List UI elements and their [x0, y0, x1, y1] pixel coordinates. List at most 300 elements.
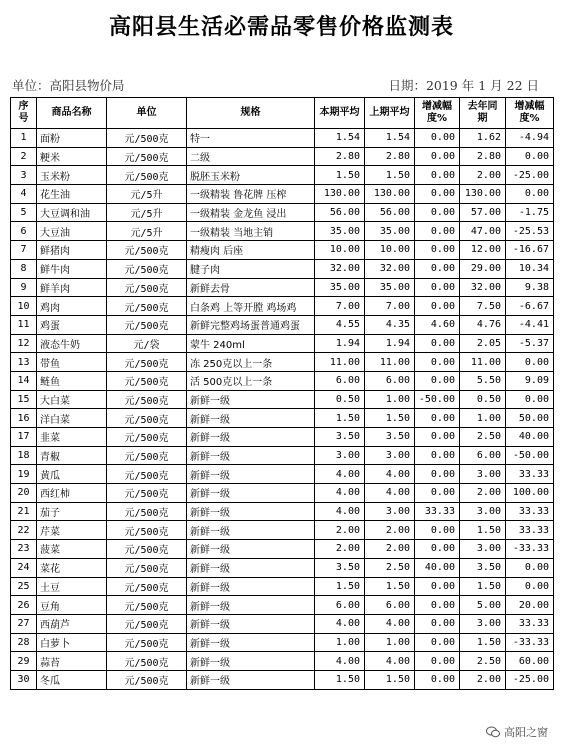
cell-yoy-change-pct: 33.33 — [506, 521, 554, 540]
cell-item-name: 西葫芦 — [37, 614, 107, 633]
cell-unit: 元/500克 — [107, 428, 187, 447]
cell-change-pct: 0.00 — [415, 371, 460, 390]
cell-yoy-change-pct: 40.00 — [506, 428, 554, 447]
cell-unit: 元/500克 — [107, 353, 187, 372]
cell-spec: 新鲜一级 — [187, 502, 315, 521]
cell-item-name: 黄瓜 — [37, 465, 107, 484]
cell-current-avg: 10.00 — [315, 241, 365, 260]
table-row — [11, 446, 554, 465]
cell-item-name: 大豆调和油 — [37, 203, 107, 222]
cell-change-pct: 0.00 — [415, 465, 460, 484]
table-row — [11, 203, 554, 222]
cell-item-name: 大豆油 — [37, 222, 107, 241]
table-row — [11, 521, 554, 540]
cell-yoy-change-pct: -1.75 — [506, 203, 554, 222]
cell-last-year: 1.00 — [460, 409, 506, 428]
cell-current-avg: 3.50 — [315, 558, 365, 577]
cell-spec: 新鲜一级 — [187, 521, 315, 540]
cell-last-year: 12.00 — [460, 241, 506, 260]
cell-previous-avg: 1.50 — [365, 670, 415, 689]
cell-change-pct: 33.33 — [415, 502, 460, 521]
price-table — [10, 97, 554, 690]
cell-current-avg: 1.00 — [315, 633, 365, 652]
chat-bubble-icon — [486, 726, 500, 738]
cell-current-avg: 4.00 — [315, 484, 365, 503]
cell-previous-avg: 1.50 — [365, 409, 415, 428]
cell-previous-avg: 2.00 — [365, 540, 415, 559]
cell-item-name: 冬瓜 — [37, 670, 107, 689]
cell-change-pct: 0.00 — [415, 614, 460, 633]
table-row — [11, 241, 554, 260]
cell-yoy-change-pct: -25.53 — [506, 222, 554, 241]
cell-current-avg: 1.50 — [315, 166, 365, 185]
cell-last-year: 57.00 — [460, 203, 506, 222]
cell-spec: 一级精装 金龙鱼 浸出 — [187, 203, 315, 222]
cell-item-name: 液态牛奶 — [37, 334, 107, 353]
cell-index: 3 — [11, 166, 37, 185]
cell-unit: 元/500克 — [107, 577, 187, 596]
cell-yoy-change-pct: 9.38 — [506, 278, 554, 297]
cell-index: 30 — [11, 670, 37, 689]
cell-previous-avg: 1.50 — [365, 577, 415, 596]
cell-previous-avg: 1.50 — [365, 166, 415, 185]
cell-unit: 元/500克 — [107, 521, 187, 540]
cell-yoy-change-pct: -33.33 — [506, 540, 554, 559]
cell-spec: 二级 — [187, 147, 315, 166]
cell-index: 15 — [11, 390, 37, 409]
cell-unit: 元/500克 — [107, 484, 187, 503]
table-row — [11, 185, 554, 204]
cell-current-avg: 1.54 — [315, 129, 365, 148]
cell-current-avg: 1.94 — [315, 334, 365, 353]
cell-previous-avg: 6.00 — [365, 371, 415, 390]
cell-item-name: 粳米 — [37, 147, 107, 166]
cell-index: 24 — [11, 558, 37, 577]
cell-yoy-change-pct: 60.00 — [506, 652, 554, 671]
cell-change-pct: 0.00 — [415, 633, 460, 652]
cell-current-avg: 6.00 — [315, 371, 365, 390]
cell-spec: 新鲜一级 — [187, 633, 315, 652]
cell-previous-avg: 35.00 — [365, 222, 415, 241]
cell-item-name: 芹菜 — [37, 521, 107, 540]
table-row — [11, 614, 554, 633]
cell-current-avg: 3.50 — [315, 428, 365, 447]
cell-yoy-change-pct: 10.34 — [506, 259, 554, 278]
cell-unit: 元/500克 — [107, 540, 187, 559]
date-label: 日期：2019 年 1 月 22 日 — [388, 78, 539, 93]
cell-spec: 新鲜一级 — [187, 652, 315, 671]
cell-spec: 新鲜一级 — [187, 484, 315, 503]
cell-item-name: 鲜羊肉 — [37, 278, 107, 297]
cell-last-year: 1.62 — [460, 129, 506, 148]
table-row — [11, 390, 554, 409]
header-yoy-change-pct: 增减幅度% — [506, 98, 554, 129]
table-row — [11, 409, 554, 428]
cell-spec: 活 500克以上一条 — [187, 371, 315, 390]
cell-change-pct: 0.00 — [415, 241, 460, 260]
cell-unit: 元/500克 — [107, 502, 187, 521]
cell-unit: 元/500克 — [107, 278, 187, 297]
cell-index: 7 — [11, 241, 37, 260]
cell-change-pct: 0.00 — [415, 353, 460, 372]
cell-previous-avg: 4.00 — [365, 652, 415, 671]
cell-unit: 元/500克 — [107, 259, 187, 278]
cell-spec: 新鲜一级 — [187, 596, 315, 615]
cell-unit: 元/5升 — [107, 222, 187, 241]
cell-spec: 新鲜一级 — [187, 558, 315, 577]
cell-last-year: 7.50 — [460, 297, 506, 316]
cell-last-year: 0.50 — [460, 390, 506, 409]
cell-index: 27 — [11, 614, 37, 633]
cell-last-year: 4.76 — [460, 315, 506, 334]
cell-last-year: 1.50 — [460, 521, 506, 540]
cell-item-name: 带鱼 — [37, 353, 107, 372]
table-row — [11, 633, 554, 652]
cell-change-pct: 0.00 — [415, 185, 460, 204]
header-item-name: 商品名称 — [37, 98, 107, 129]
cell-yoy-change-pct: 50.00 — [506, 409, 554, 428]
cell-item-name: 鲢鱼 — [37, 371, 107, 390]
cell-item-name: 韭菜 — [37, 428, 107, 447]
cell-unit: 元/500克 — [107, 129, 187, 148]
cell-last-year: 2.80 — [460, 147, 506, 166]
cell-previous-avg: 11.00 — [365, 353, 415, 372]
cell-item-name: 鸡蛋 — [37, 315, 107, 334]
table-row — [11, 577, 554, 596]
cell-previous-avg: 1.00 — [365, 390, 415, 409]
cell-unit: 元/500克 — [107, 446, 187, 465]
header-spec: 规格 — [187, 98, 315, 129]
cell-previous-avg: 2.00 — [365, 521, 415, 540]
cell-last-year: 3.00 — [460, 465, 506, 484]
cell-previous-avg: 10.00 — [365, 241, 415, 260]
table-row — [11, 129, 554, 148]
cell-change-pct: 0.00 — [415, 147, 460, 166]
unit-label: 单位：高阳县物价局 — [12, 78, 125, 93]
cell-index: 18 — [11, 446, 37, 465]
cell-item-name: 菠菜 — [37, 540, 107, 559]
table-row — [11, 353, 554, 372]
cell-spec: 新鲜一级 — [187, 465, 315, 484]
cell-yoy-change-pct: 0.00 — [506, 390, 554, 409]
cell-change-pct: 0.00 — [415, 166, 460, 185]
cell-current-avg: 4.00 — [315, 465, 365, 484]
cell-yoy-change-pct: 33.33 — [506, 502, 554, 521]
cell-item-name: 菜花 — [37, 558, 107, 577]
cell-current-avg: 35.00 — [315, 278, 365, 297]
cell-index: 1 — [11, 129, 37, 148]
cell-change-pct: 0.00 — [415, 446, 460, 465]
cell-last-year: 2.50 — [460, 652, 506, 671]
cell-spec: 一级精装 当地主销 — [187, 222, 315, 241]
cell-yoy-change-pct: -50.00 — [506, 446, 554, 465]
cell-spec: 新鲜一级 — [187, 577, 315, 596]
cell-last-year: 2.00 — [460, 670, 506, 689]
cell-item-name: 面粉 — [37, 129, 107, 148]
cell-index: 9 — [11, 278, 37, 297]
table-row — [11, 297, 554, 316]
cell-index: 16 — [11, 409, 37, 428]
table-row — [11, 147, 554, 166]
cell-index: 25 — [11, 577, 37, 596]
table-row — [11, 465, 554, 484]
table-row — [11, 334, 554, 353]
cell-previous-avg: 56.00 — [365, 203, 415, 222]
cell-yoy-change-pct: 0.00 — [506, 353, 554, 372]
table-row — [11, 652, 554, 671]
cell-spec: 白条鸡 上等开膛 鸡场鸡 — [187, 297, 315, 316]
cell-yoy-change-pct: 0.00 — [506, 185, 554, 204]
cell-index: 10 — [11, 297, 37, 316]
header-previous-avg: 上期平均 — [365, 98, 415, 129]
cell-index: 12 — [11, 334, 37, 353]
cell-previous-avg: 32.00 — [365, 259, 415, 278]
cell-last-year: 130.00 — [460, 185, 506, 204]
cell-index: 2 — [11, 147, 37, 166]
cell-spec: 精瘦肉 后座 — [187, 241, 315, 260]
cell-current-avg: 2.00 — [315, 540, 365, 559]
cell-yoy-change-pct: -4.41 — [506, 315, 554, 334]
cell-current-avg: 4.55 — [315, 315, 365, 334]
cell-current-avg: 32.00 — [315, 259, 365, 278]
cell-item-name: 鲜猪肉 — [37, 241, 107, 260]
cell-change-pct: 0.00 — [415, 203, 460, 222]
cell-index: 19 — [11, 465, 37, 484]
cell-unit: 元/500克 — [107, 241, 187, 260]
cell-current-avg: 56.00 — [315, 203, 365, 222]
cell-previous-avg: 4.00 — [365, 614, 415, 633]
cell-change-pct: 0.00 — [415, 596, 460, 615]
cell-change-pct: 0.00 — [415, 409, 460, 428]
cell-yoy-change-pct: 0.00 — [506, 577, 554, 596]
cell-previous-avg: 1.54 — [365, 129, 415, 148]
cell-previous-avg: 3.50 — [365, 428, 415, 447]
cell-yoy-change-pct: -25.00 — [506, 670, 554, 689]
cell-index: 26 — [11, 596, 37, 615]
cell-item-name: 青椒 — [37, 446, 107, 465]
cell-last-year: 5.00 — [460, 596, 506, 615]
cell-current-avg: 2.80 — [315, 147, 365, 166]
cell-index: 14 — [11, 371, 37, 390]
cell-current-avg: 1.50 — [315, 409, 365, 428]
cell-last-year: 2.50 — [460, 428, 506, 447]
cell-spec: 新鲜完整鸡场蛋普通鸡蛋 — [187, 315, 315, 334]
cell-current-avg: 4.00 — [315, 614, 365, 633]
cell-last-year: 2.00 — [460, 484, 506, 503]
cell-index: 6 — [11, 222, 37, 241]
cell-unit: 元/500克 — [107, 670, 187, 689]
cell-current-avg: 35.00 — [315, 222, 365, 241]
cell-spec: 新鲜一级 — [187, 614, 315, 633]
cell-spec: 新鲜一级 — [187, 390, 315, 409]
table-row — [11, 222, 554, 241]
cell-item-name: 西红柿 — [37, 484, 107, 503]
cell-index: 28 — [11, 633, 37, 652]
cell-change-pct: 0.00 — [415, 297, 460, 316]
cell-spec: 蒙牛 240ml — [187, 334, 315, 353]
cell-unit: 元/500克 — [107, 633, 187, 652]
cell-change-pct: 0.00 — [415, 484, 460, 503]
table-row — [11, 596, 554, 615]
cell-previous-avg: 7.00 — [365, 297, 415, 316]
cell-previous-avg: 130.00 — [365, 185, 415, 204]
cell-unit: 元/500克 — [107, 614, 187, 633]
cell-unit: 元/500克 — [107, 315, 187, 334]
cell-previous-avg: 2.50 — [365, 558, 415, 577]
cell-item-name: 鸡肉 — [37, 297, 107, 316]
cell-change-pct: 0.00 — [415, 652, 460, 671]
cell-index: 22 — [11, 521, 37, 540]
header-index: 序号 — [11, 98, 37, 129]
cell-last-year: 3.00 — [460, 540, 506, 559]
cell-previous-avg: 4.00 — [365, 484, 415, 503]
cell-current-avg: 6.00 — [315, 596, 365, 615]
cell-yoy-change-pct: 0.00 — [506, 558, 554, 577]
cell-last-year: 1.50 — [460, 633, 506, 652]
cell-yoy-change-pct: -5.37 — [506, 334, 554, 353]
cell-item-name: 鲜牛肉 — [37, 259, 107, 278]
cell-unit: 元/500克 — [107, 166, 187, 185]
cell-unit: 元/500克 — [107, 558, 187, 577]
cell-unit: 元/5升 — [107, 203, 187, 222]
cell-current-avg: 4.00 — [315, 652, 365, 671]
cell-yoy-change-pct: -25.00 — [506, 166, 554, 185]
cell-change-pct: 0.00 — [415, 278, 460, 297]
cell-index: 8 — [11, 259, 37, 278]
cell-item-name: 玉米粉 — [37, 166, 107, 185]
cell-yoy-change-pct: 0.00 — [506, 147, 554, 166]
cell-item-name: 大白菜 — [37, 390, 107, 409]
cell-spec: 新鲜一级 — [187, 446, 315, 465]
cell-spec: 新鲜去骨 — [187, 278, 315, 297]
cell-unit: 元/500克 — [107, 409, 187, 428]
cell-last-year: 32.00 — [460, 278, 506, 297]
cell-last-year: 6.00 — [460, 446, 506, 465]
cell-index: 11 — [11, 315, 37, 334]
cell-spec: 冻 250克以上一条 — [187, 353, 315, 372]
cell-last-year: 2.00 — [460, 166, 506, 185]
cell-item-name: 花生油 — [37, 185, 107, 204]
cell-last-year: 3.00 — [460, 614, 506, 633]
table-row — [11, 428, 554, 447]
cell-unit: 元/500克 — [107, 652, 187, 671]
cell-index: 5 — [11, 203, 37, 222]
cell-yoy-change-pct: 33.33 — [506, 465, 554, 484]
cell-unit: 元/500克 — [107, 596, 187, 615]
cell-yoy-change-pct: 9.09 — [506, 371, 554, 390]
table-row — [11, 371, 554, 390]
cell-previous-avg: 4.00 — [365, 465, 415, 484]
cell-previous-avg: 2.80 — [365, 147, 415, 166]
table-row — [11, 278, 554, 297]
cell-unit: 元/500克 — [107, 371, 187, 390]
table-header-row — [11, 98, 554, 129]
table-row — [11, 558, 554, 577]
watermark — [483, 723, 551, 741]
cell-yoy-change-pct: -16.67 — [506, 241, 554, 260]
page-title: 高阳县生活必需品零售价格监测表 — [108, 15, 454, 40]
cell-previous-avg: 4.35 — [365, 315, 415, 334]
header-unit: 单位 — [107, 98, 187, 129]
table-row — [11, 484, 554, 503]
cell-spec: 新鲜一级 — [187, 409, 315, 428]
cell-yoy-change-pct: -4.94 — [506, 129, 554, 148]
cell-item-name: 白萝卜 — [37, 633, 107, 652]
table-row — [11, 502, 554, 521]
cell-change-pct: 0.00 — [415, 540, 460, 559]
cell-last-year: 11.00 — [460, 353, 506, 372]
cell-current-avg: 0.50 — [315, 390, 365, 409]
cell-last-year: 1.50 — [460, 577, 506, 596]
cell-change-pct: -50.00 — [415, 390, 460, 409]
cell-index: 4 — [11, 185, 37, 204]
cell-spec: 新鲜一级 — [187, 540, 315, 559]
cell-item-name: 茄子 — [37, 502, 107, 521]
cell-last-year: 47.00 — [460, 222, 506, 241]
cell-previous-avg: 3.00 — [365, 446, 415, 465]
cell-yoy-change-pct: 20.00 — [506, 596, 554, 615]
header-last-year: 去年同期 — [460, 98, 506, 129]
cell-index: 13 — [11, 353, 37, 372]
cell-item-name: 洋白菜 — [37, 409, 107, 428]
cell-spec: 一级精装 鲁花牌 压榨 — [187, 185, 315, 204]
cell-current-avg: 11.00 — [315, 353, 365, 372]
watermark-text: 高阳之窗 — [504, 726, 548, 739]
table-row — [11, 259, 554, 278]
cell-change-pct: 40.00 — [415, 558, 460, 577]
cell-yoy-change-pct: -33.33 — [506, 633, 554, 652]
cell-unit: 元/500克 — [107, 465, 187, 484]
cell-spec: 新鲜一级 — [187, 428, 315, 447]
cell-unit: 元/500克 — [107, 390, 187, 409]
cell-unit: 元/袋 — [107, 334, 187, 353]
cell-yoy-change-pct: 100.00 — [506, 484, 554, 503]
cell-previous-avg: 1.00 — [365, 633, 415, 652]
cell-spec: 新鲜一级 — [187, 670, 315, 689]
cell-previous-avg: 1.94 — [365, 334, 415, 353]
cell-current-avg: 2.00 — [315, 521, 365, 540]
cell-current-avg: 1.50 — [315, 577, 365, 596]
cell-change-pct: 0.00 — [415, 670, 460, 689]
table-row — [11, 540, 554, 559]
cell-change-pct: 0.00 — [415, 428, 460, 447]
cell-index: 17 — [11, 428, 37, 447]
cell-previous-avg: 3.00 — [365, 502, 415, 521]
cell-last-year: 3.50 — [460, 558, 506, 577]
cell-current-avg: 3.00 — [315, 446, 365, 465]
cell-last-year: 5.50 — [460, 371, 506, 390]
cell-change-pct: 4.60 — [415, 315, 460, 334]
cell-previous-avg: 35.00 — [365, 278, 415, 297]
cell-yoy-change-pct: 33.33 — [506, 614, 554, 633]
cell-item-name: 蒜苔 — [37, 652, 107, 671]
cell-last-year: 2.05 — [460, 334, 506, 353]
cell-change-pct: 0.00 — [415, 577, 460, 596]
cell-index: 23 — [11, 540, 37, 559]
cell-current-avg: 4.00 — [315, 502, 365, 521]
cell-index: 21 — [11, 502, 37, 521]
cell-last-year: 29.00 — [460, 259, 506, 278]
cell-unit: 元/500克 — [107, 147, 187, 166]
cell-current-avg: 130.00 — [315, 185, 365, 204]
header-change-pct: 增减幅度% — [415, 98, 460, 129]
cell-yoy-change-pct: -6.67 — [506, 297, 554, 316]
table-row — [11, 166, 554, 185]
cell-current-avg: 1.50 — [315, 670, 365, 689]
cell-current-avg: 7.00 — [315, 297, 365, 316]
cell-change-pct: 0.00 — [415, 222, 460, 241]
cell-change-pct: 0.00 — [415, 334, 460, 353]
